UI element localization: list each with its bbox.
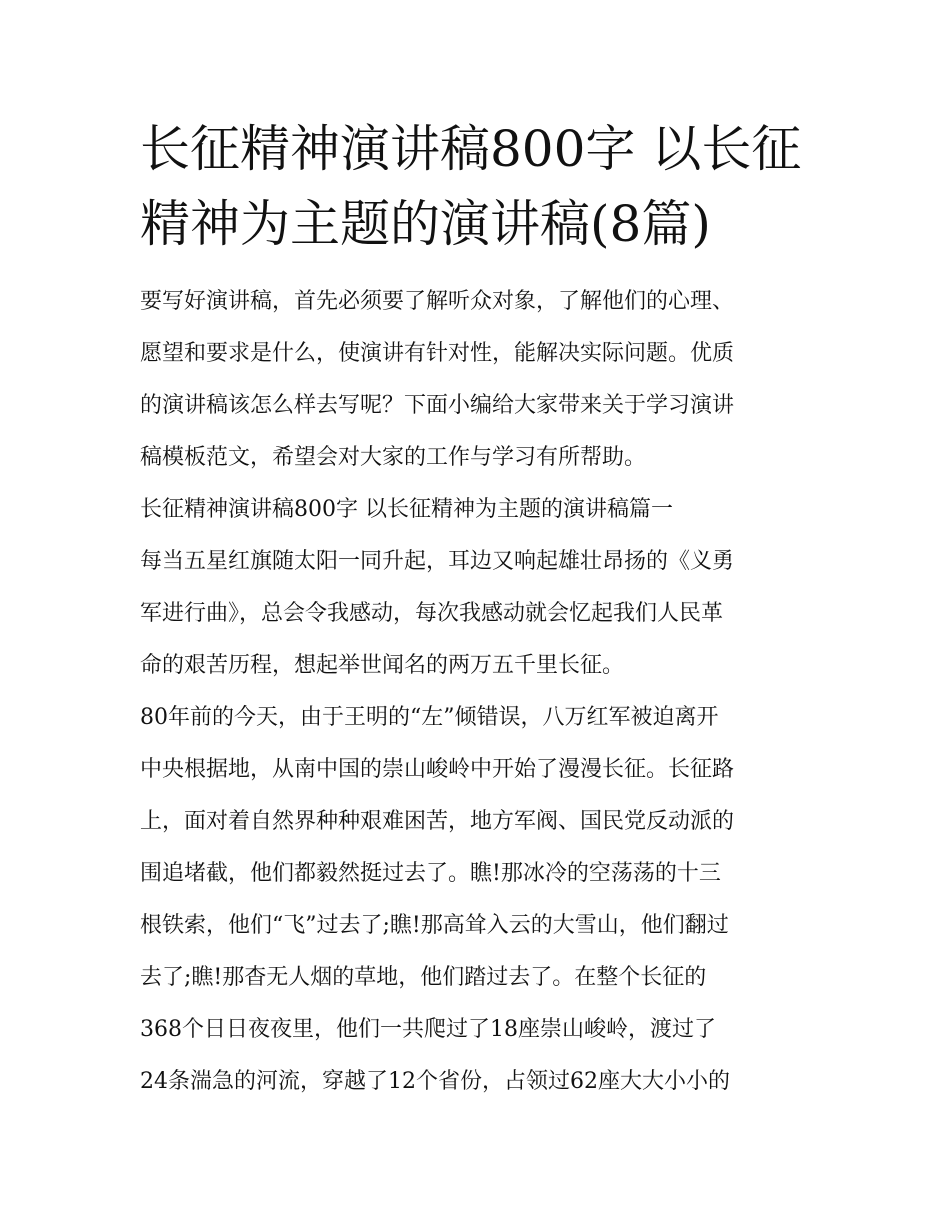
intro-line-2: 愿望和要求是什么，使演讲有针对性，能解决实际问题。优质: [140, 341, 735, 366]
title-line-1: 长征精神演讲稿800字 以长征: [140, 120, 802, 178]
paragraph-2-line-5: 根铁索，他们“飞”过去了;瞧!那高耸入云的大雪山，他们翻过: [140, 913, 729, 938]
paragraph-1-line-1: 每当五星红旗随太阳一同升起，耳边又响起雄壮昂扬的《义勇: [140, 549, 735, 574]
paragraph-2-line-3: 上，面对着自然界种种艰难困苦，地方军阀、国民党反动派的: [140, 809, 735, 834]
paragraph-2-line-2: 中央根据地，从南中国的崇山峻岭中开始了漫漫长征。长征路: [140, 757, 735, 782]
intro-line-3: 的演讲稿该怎么样去写呢？下面小编给大家带来关于学习演讲: [140, 393, 735, 418]
title-line-2: 精神为主题的演讲稿(8篇): [140, 195, 711, 253]
paragraph-1-line-3: 命的艰苦历程，想起举世闻名的两万五千里长征。: [140, 653, 625, 678]
paragraph-2-line-7: 368个日日夜夜里，他们一共爬过了18座崇山峻岭，渡过了: [140, 1017, 716, 1042]
document-body: [140, 276, 820, 1108]
document-title: [140, 112, 820, 262]
paragraph-1-line-2: 军进行曲》，总会令我感动，每次我感动就会忆起我们人民革: [140, 601, 724, 626]
paragraph-2-line-1: 80年前的今天，由于王明的“左”倾错误，八万红军被迫离开: [140, 705, 719, 730]
section-heading: 长征精神演讲稿800字 以长征精神为主题的演讲稿篇一: [140, 497, 673, 522]
intro-line-1: 要写好演讲稿，首先必须要了解听众对象，了解他们的心理、: [140, 289, 735, 314]
paragraph-2-line-8: 24条湍急的河流，穿越了12个省份，占领过62座大大小小的: [140, 1069, 730, 1094]
paragraph-2-line-6: 去了;瞧!那杳无人烟的草地，他们踏过去了。在整个长征的: [140, 965, 707, 990]
paragraph-2-line-4: 围追堵截，他们都毅然挺过去了。瞧!那冰冷的空荡荡的十三: [140, 861, 721, 886]
intro-line-4: 稿模板范文，希望会对大家的工作与学习有所帮助。: [140, 445, 647, 470]
